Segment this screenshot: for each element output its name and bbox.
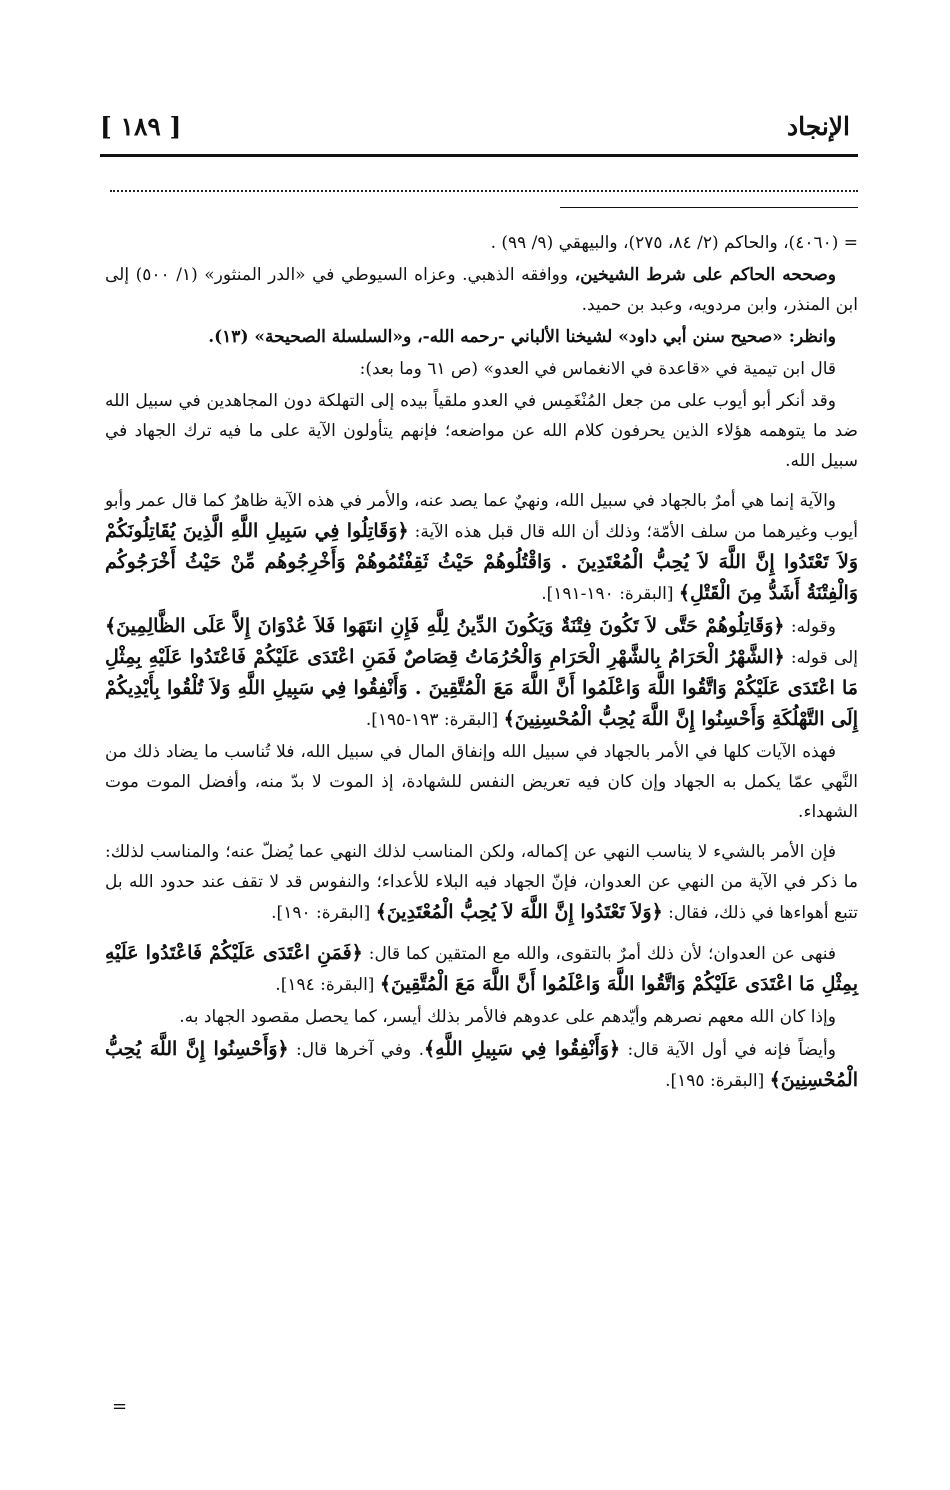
book-title: الإنجاد — [786, 112, 850, 141]
quran-quote: ﴿الشَّهْرُ الْحَرَامُ بِالشَّهْرِ الْحَرَامِ وَالْحُرُمَاتُ قِصَاصٌ فَمَنِ اعْتَدَى عَلَيْكُمْ فَاعْتَدُوا عَلَيْهِ بِمِثْلِ مَا اعْتَدَى عَلَيْكُمْ وَاتَّقُوا اللَّهَ وَاعْلَمُوا أَنَّ اللَّهَ مَعَ الْمُتَّقِينَ . وَأَنْفِقُوا فِي سَبِيلِ اللَّهِ وَلاَ تُلْقُوا بِأَيْدِيكُمْ إِلَى التَّهْلُكَةِ وَأَحْسِنُوا إِنَّ اللَّهَ يُحِبُّ الْمُحْسِنِينَ﴾ — [105, 646, 858, 730]
header-rule — [100, 154, 858, 157]
paragraph: فهذه الآيات كلها في الأمر بالجهاد في سبيل الله وإنفاق المال في سبيل الله، فلا تُناسب ما يضاد ذلك من النَّهي عمّا يكمل به الجهاد وإن كان فيه تعريض النفس للشهادة، إذ الموت لا بدّ منه، وأفضل الموت موت الشهداء. — [105, 742, 858, 822]
paragraph: فإن الأمر بالشيء لا يناسب النهي عن إكماله، ولكن المناسب لذلك النهي عما يُضلّ عنه؛ والمناسب لذلك: ما ذكر في الآية من النهي عن العدوان، فإنّ الجهاد فيه البلاء للأعداء؛ والنفوس قد لا تقف عند حدود الله بل تتبع أهواءها في ذلك، فقال: ﴿وَلاَ تَعْتَدُوا إِنَّ اللَّهَ لاَ يُحِبُّ الْمُعْتَدِينَ﴾ [البقرة: ١٩٠]. — [105, 842, 858, 923]
footnote-rule — [560, 207, 858, 208]
continuation-mark: = — [112, 1396, 128, 1417]
quran-quote: ﴿وَأَنْفِقُوا فِي سَبِيلِ اللَّهِ﴾ — [423, 1038, 621, 1060]
quran-quote: ﴿وَقَاتِلُوا فِي سَبِيلِ اللَّهِ الَّذِينَ يُقَاتِلُونَكُمْ وَلاَ تَعْتَدُوا إِنَّ اللَّهَ لاَ يُحِبُّ الْمُعْتَدِينَ . وَاقْتُلُوهُمْ حَيْثُ ثَقِفْتُمُوهُمْ وَأَخْرِجُوهُم مِّنْ حَيْثُ أَخْرَجُوكُم وَالْفِتْنَةُ أَشَدُّ مِنَ الْقَتْلِ﴾ — [105, 520, 858, 604]
paragraph: وأيضاً فإنه في أول الآية قال: ﴿وَأَنْفِقُوا فِي سَبِيلِ اللَّهِ﴾. وفي آخرها قال: ﴿وَأَحْسِنُوا إِنَّ اللَّهَ يُحِبُّ الْمُحْسِنِينَ﴾ [البقرة: ١٩٥]. — [105, 1038, 858, 1091]
page-number: [ ١٨٩ ] — [100, 112, 182, 141]
footnote-text — [105, 228, 858, 1098]
page-header — [100, 112, 850, 154]
paragraph: والآية إنما هي أمرٌ بالجهاد في سبيل الله، ونهيٌ عما يصد عنه، والأمر في هذه الآية ظاهرٌ كما قال عمر وأبو أيوب وغيرهما من سلف الأمّة؛ وذلك أن الله قال قبل هذه الآية: ﴿وَقَاتِلُوا فِي سَبِيلِ اللَّهِ الَّذِينَ يُقَاتِلُونَكُمْ وَلاَ تَعْتَدُوا إِنَّ اللَّهَ لاَ يُحِبُّ الْمُعْتَدِينَ . وَاقْتُلُوهُمْ حَيْثُ ثَقِفْتُمُوهُمْ وَأَخْرِجُوهُم مِّنْ حَيْثُ أَخْرَجُوكُم وَالْفِتْنَةُ أَشَدُّ مِنَ الْقَتْلِ﴾ [البقرة: ١٩٠-١٩١]. — [105, 491, 858, 604]
paragraph: وانظر: «صحيح سنن أبي داود» لشيخنا الألباني -رحمه الله-، و«السلسلة الصحيحة» (١٣). — [208, 327, 836, 347]
dotted-separator — [110, 190, 858, 192]
paragraph: وقد أنكر أبو أيوب على من جعل المُنْغَمِس في العدو ملقياً بيده إلى التهلكة دون المجاهدين في سبيل الله ضد ما يتوهمه هؤلاء الذين يحرفون كلام الله عن مواضعه؛ فإنهم يتأولون الآية على ما فيه ترك الجهاد في سبيل الله. — [105, 391, 858, 471]
paragraph: وقوله: ﴿وَقَاتِلُوهُمْ حَتَّى لاَ تَكُونَ فِتْنَةٌ وَيَكُونَ الدِّينُ لِلَّهِ فَإِنِ انتَهَوا فَلاَ عُدْوَانَ إِلاَّ عَلَى الظَّالِمِينَ﴾ إلى قوله: ﴿الشَّهْرُ الْحَرَامُ بِالشَّهْرِ الْحَرَامِ وَالْحُرُمَاتُ قِصَاصٌ فَمَنِ اعْتَدَى عَلَيْكُمْ فَاعْتَدُوا عَلَيْهِ بِمِثْلِ مَا اعْتَدَى عَلَيْكُمْ وَاتَّقُوا اللَّهَ وَاعْلَمُوا أَنَّ اللَّهَ مَعَ الْمُتَّقِينَ . وَأَنْفِقُوا فِي سَبِيلِ اللَّهِ وَلاَ تُلْقُوا بِأَيْدِيكُمْ إِلَى التَّهْلُكَةِ وَأَحْسِنُوا إِنَّ اللَّهَ يُحِبُّ الْمُحْسِنِينَ﴾ [البقرة: ١٩٣-١٩٥]. — [105, 615, 858, 730]
paragraph: قال ابن تيمية في «قاعدة في الانغماس في العدو» (ص ٦١ وما بعد): — [359, 359, 836, 379]
paragraph: فنهى عن العدوان؛ لأن ذلك أمرٌ بالتقوى، والله مع المتقين كما قال: ﴿فَمَنِ اعْتَدَى عَلَيْكُمْ فَاعْتَدُوا عَلَيْهِ بِمِثْلِ مَا اعْتَدَى عَلَيْكُمْ وَاتَّقُوا اللَّهَ وَاعْلَمُوا أَنَّ اللَّهَ مَعَ الْمُتَّقِينَ﴾ [البقرة: ١٩٤]. — [105, 942, 858, 995]
quran-quote: ﴿وَقَاتِلُوهُمْ حَتَّى لاَ تَكُونَ فِتْنَةٌ وَيَكُونَ الدِّينُ لِلَّهِ فَإِنِ انتَهَوا فَلاَ عُدْوَانَ إِلاَّ عَلَى الظَّالِمِينَ﴾ — [105, 615, 785, 637]
paragraph: وصححه الحاكم على شرط الشيخين، ووافقه الذهبي. وعزاه السيوطي في «الدر المنثور» (١/ ٥٠٠) إلى ابن المنذر، وابن مردويه، وعبد بن حميد. — [105, 265, 858, 315]
paragraph: وإذا كان الله معهم نصرهم وأيّدهم على عدوهم فالأمر بذلك أيسر، كما يحصل مقصود الجهاد به. — [179, 1007, 836, 1027]
quran-quote: ﴿فَمَنِ اعْتَدَى عَلَيْكُمْ فَاعْتَدُوا عَلَيْهِ بِمِثْلِ مَا اعْتَدَى عَلَيْكُمْ وَاتَّقُوا اللَّهَ وَاعْلَمُوا أَنَّ اللَّهَ مَعَ الْمُتَّقِينَ﴾ — [105, 942, 858, 995]
footnote-continuation: = (٤٠٦٠)، والحاكم (٢/ ٨٤، ٢٧٥)، والبيهقي (٩/ ٩٩) . — [490, 233, 858, 253]
quran-quote: ﴿وَأَحْسِنُوا إِنَّ اللَّهَ يُحِبُّ الْمُحْسِنِينَ﴾ — [105, 1038, 858, 1091]
quran-quote: ﴿وَلاَ تَعْتَدُوا إِنَّ اللَّهَ لاَ يُحِبُّ الْمُعْتَدِينَ﴾ — [375, 901, 663, 923]
